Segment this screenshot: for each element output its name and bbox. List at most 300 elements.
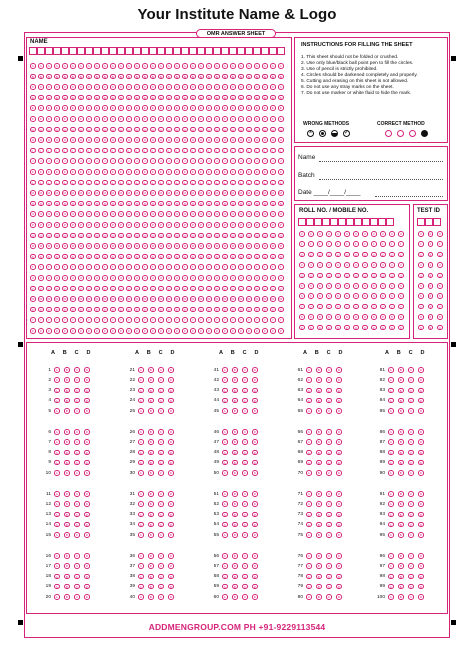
bubble[interactable]: B xyxy=(65,430,68,434)
bubble[interactable]: 1 xyxy=(438,242,441,247)
bubble[interactable]: F xyxy=(199,117,202,121)
bubble[interactable]: Q xyxy=(151,233,154,238)
bubble[interactable]: O xyxy=(191,212,194,217)
bubble[interactable]: X xyxy=(175,307,178,312)
bubble[interactable]: 3 xyxy=(372,263,375,268)
bubble[interactable]: 1 xyxy=(300,242,303,247)
bubble[interactable]: M xyxy=(135,191,139,196)
bubble[interactable]: Q xyxy=(191,233,194,238)
bubble[interactable]: B xyxy=(207,74,210,79)
bubble[interactable]: Y xyxy=(87,318,90,323)
bubble[interactable]: N xyxy=(63,201,66,206)
bubble[interactable]: G xyxy=(151,127,154,132)
bubble[interactable]: C xyxy=(327,512,330,517)
bubble[interactable]: A xyxy=(139,398,142,403)
bubble[interactable]: C xyxy=(327,398,330,403)
bubble[interactable]: C xyxy=(239,85,242,90)
bubble[interactable]: F xyxy=(215,117,218,121)
bubble[interactable]: C xyxy=(75,460,78,465)
bubble[interactable]: D xyxy=(85,574,88,579)
bubble[interactable]: D xyxy=(169,409,172,414)
bubble[interactable]: K xyxy=(199,170,202,174)
bubble[interactable]: C xyxy=(409,502,412,507)
bubble[interactable]: 8 xyxy=(309,315,312,320)
bubble[interactable]: T xyxy=(87,265,90,270)
bubble[interactable]: W xyxy=(143,297,147,302)
bubble[interactable]: A xyxy=(39,64,42,68)
bubble[interactable]: D xyxy=(419,368,422,372)
bubble[interactable]: W xyxy=(103,297,107,302)
bubble[interactable]: Q xyxy=(247,233,250,238)
bubble[interactable]: P xyxy=(47,223,50,227)
bubble[interactable]: D xyxy=(85,430,88,434)
bubble[interactable]: A xyxy=(247,64,250,68)
entry-box[interactable] xyxy=(237,47,245,55)
bubble[interactable]: G xyxy=(143,127,146,132)
bubble[interactable]: N xyxy=(159,201,162,206)
bubble[interactable]: V xyxy=(95,286,98,291)
bubble[interactable]: U xyxy=(271,276,274,280)
bubble[interactable]: 0 xyxy=(309,232,312,236)
bubble[interactable]: D xyxy=(85,378,88,383)
bubble[interactable]: C xyxy=(159,502,162,507)
bubble[interactable]: B xyxy=(317,554,320,558)
bubble[interactable]: M xyxy=(31,191,35,196)
bubble[interactable]: J xyxy=(278,158,284,164)
bubble[interactable]: Z xyxy=(263,329,266,333)
batch-field[interactable] xyxy=(319,179,443,180)
bubble[interactable]: L xyxy=(103,180,106,185)
bubble[interactable]: T xyxy=(167,265,170,270)
entry-box[interactable] xyxy=(386,218,394,226)
bubble[interactable]: N xyxy=(87,201,90,206)
bubble[interactable]: B xyxy=(399,533,402,538)
bubble[interactable]: P xyxy=(135,223,138,227)
bubble[interactable]: J xyxy=(94,158,100,164)
bubble[interactable]: Q xyxy=(143,233,146,238)
entry-box[interactable] xyxy=(253,47,261,55)
bubble[interactable]: W xyxy=(231,297,235,302)
bubble[interactable]: T xyxy=(255,265,258,270)
bubble[interactable]: B xyxy=(149,512,152,517)
bubble[interactable]: C xyxy=(159,595,162,600)
bubble[interactable]: M xyxy=(183,191,187,196)
bubble[interactable]: I xyxy=(254,148,260,154)
bubble[interactable]: T xyxy=(215,265,218,270)
bubble[interactable]: R xyxy=(239,244,242,249)
bubble[interactable]: U xyxy=(247,276,250,280)
bubble[interactable]: U xyxy=(39,276,42,280)
bubble[interactable]: A xyxy=(223,533,226,538)
bubble[interactable]: C xyxy=(243,440,246,445)
bubble[interactable]: A xyxy=(139,378,142,383)
bubble[interactable]: U xyxy=(111,276,114,280)
bubble[interactable]: C xyxy=(271,85,274,90)
bubble[interactable]: W xyxy=(63,297,67,302)
bubble[interactable]: M xyxy=(199,191,203,196)
bubble[interactable]: O xyxy=(39,212,42,217)
bubble[interactable]: C xyxy=(75,440,78,445)
bubble[interactable]: D xyxy=(253,574,256,579)
bubble[interactable]: 6 xyxy=(390,294,393,299)
bubble[interactable]: 4 xyxy=(300,273,303,278)
entry-box[interactable] xyxy=(433,218,441,226)
bubble[interactable]: A xyxy=(139,409,142,414)
bubble[interactable]: C xyxy=(409,398,412,403)
bubble[interactable]: D xyxy=(169,584,172,589)
bubble[interactable]: K xyxy=(127,170,130,174)
bubble[interactable]: E xyxy=(71,106,74,111)
bubble[interactable]: M xyxy=(279,191,283,196)
bubble[interactable]: D xyxy=(419,502,422,507)
bubble[interactable]: L xyxy=(199,180,202,185)
bubble[interactable]: A xyxy=(307,492,310,496)
bubble[interactable]: J xyxy=(142,158,148,164)
bubble[interactable]: E xyxy=(263,106,266,111)
bubble[interactable]: V xyxy=(199,286,202,291)
bubble[interactable]: 1 xyxy=(381,242,384,247)
name-entry-boxes[interactable] xyxy=(29,47,285,55)
bubble[interactable]: B xyxy=(63,74,66,79)
bubble[interactable]: D xyxy=(85,450,88,455)
bubble[interactable]: K xyxy=(103,170,106,174)
bubble[interactable]: A xyxy=(139,502,142,507)
bubble[interactable]: Q xyxy=(239,233,242,238)
bubble[interactable]: C xyxy=(159,409,162,414)
bubble[interactable]: 0 xyxy=(429,232,432,236)
bubble[interactable]: D xyxy=(419,471,422,476)
bubble[interactable]: 3 xyxy=(363,263,366,268)
bubble[interactable]: A xyxy=(223,564,226,569)
bubble[interactable]: N xyxy=(111,201,114,206)
bubble[interactable]: G xyxy=(31,127,34,132)
bubble[interactable]: 4 xyxy=(419,273,422,278)
bubble[interactable]: V xyxy=(119,286,122,291)
bubble[interactable]: X xyxy=(199,307,202,312)
bubble[interactable]: B xyxy=(149,440,152,445)
bubble[interactable]: C xyxy=(243,564,246,569)
bubble[interactable]: S xyxy=(271,254,274,259)
bubble[interactable]: L xyxy=(127,180,130,185)
bubble[interactable]: F xyxy=(31,117,34,121)
bubble[interactable]: S xyxy=(151,254,154,259)
bubble[interactable]: B xyxy=(149,533,152,538)
bubble[interactable]: E xyxy=(223,106,226,111)
bubble[interactable]: X xyxy=(271,307,274,312)
bubble[interactable]: Y xyxy=(63,318,66,323)
bubble[interactable]: J xyxy=(246,158,252,164)
bubble[interactable]: J xyxy=(166,158,172,164)
bubble[interactable]: 9 xyxy=(363,325,366,330)
bubble[interactable]: D xyxy=(85,522,88,527)
entry-box[interactable] xyxy=(173,47,181,55)
bubble[interactable]: A xyxy=(55,450,58,455)
bubble[interactable]: B xyxy=(95,74,98,79)
bubble[interactable]: J xyxy=(54,158,60,164)
bubble[interactable]: P xyxy=(103,223,106,227)
bubble[interactable]: 7 xyxy=(429,304,432,309)
bubble[interactable]: W xyxy=(111,297,115,302)
bubble[interactable]: T xyxy=(207,265,210,270)
bubble[interactable]: B xyxy=(317,564,320,569)
bubble[interactable]: O xyxy=(87,212,90,217)
bubble[interactable]: B xyxy=(233,554,236,558)
bubble[interactable]: C xyxy=(243,450,246,455)
bubble[interactable]: G xyxy=(199,127,202,132)
bubble[interactable]: 0 xyxy=(354,232,357,236)
bubble[interactable]: 8 xyxy=(354,315,357,320)
bubble[interactable]: L xyxy=(95,180,98,185)
bubble[interactable]: A xyxy=(127,64,130,68)
bubble[interactable]: M xyxy=(111,191,115,196)
bubble[interactable]: C xyxy=(75,574,78,579)
bubble[interactable]: H xyxy=(223,138,226,143)
bubble[interactable]: D xyxy=(169,450,172,455)
bubble[interactable]: R xyxy=(151,244,154,249)
entry-box[interactable] xyxy=(117,47,125,55)
bubble[interactable]: D xyxy=(253,502,256,507)
bubble[interactable]: K xyxy=(159,170,162,174)
bubble[interactable]: C xyxy=(327,378,330,383)
bubble[interactable]: A xyxy=(389,522,392,527)
bubble[interactable]: C xyxy=(75,584,78,589)
bubble[interactable]: A xyxy=(223,460,226,465)
bubble[interactable]: C xyxy=(103,85,106,90)
roll-entry-boxes[interactable] xyxy=(298,218,394,226)
bubble[interactable]: B xyxy=(233,398,236,403)
bubble[interactable]: A xyxy=(55,492,58,496)
bubble[interactable]: A xyxy=(389,440,392,445)
bubble[interactable]: O xyxy=(279,212,282,217)
bubble[interactable]: J xyxy=(190,158,196,164)
entry-box[interactable] xyxy=(322,218,330,226)
bubble[interactable]: A xyxy=(223,512,226,517)
bubble[interactable]: N xyxy=(215,201,218,206)
bubble[interactable]: A xyxy=(389,492,392,496)
bubble[interactable]: E xyxy=(119,106,122,111)
bubble[interactable]: N xyxy=(279,201,282,206)
bubble[interactable]: I xyxy=(86,148,92,154)
bubble[interactable]: O xyxy=(239,212,242,217)
bubble[interactable]: T xyxy=(103,265,106,270)
bubble[interactable]: 1 xyxy=(419,242,422,247)
bubble[interactable]: C xyxy=(151,85,154,90)
entry-box[interactable] xyxy=(221,47,229,55)
bubble[interactable]: A xyxy=(389,471,392,476)
bubble[interactable]: F xyxy=(263,117,266,121)
bubble[interactable]: I xyxy=(54,148,60,154)
bubble[interactable]: Q xyxy=(127,233,130,238)
bubble[interactable]: H xyxy=(239,138,242,143)
bubble[interactable]: H xyxy=(199,138,202,143)
bubble[interactable]: A xyxy=(389,450,392,455)
bubble[interactable]: 8 xyxy=(372,315,375,320)
bubble[interactable]: A xyxy=(55,554,58,558)
bubble[interactable]: V xyxy=(79,286,82,291)
bubble[interactable]: 7 xyxy=(354,304,357,309)
bubble[interactable]: D xyxy=(169,574,172,579)
bubble[interactable]: F xyxy=(55,117,58,121)
bubble[interactable]: 9 xyxy=(372,325,375,330)
bubble[interactable]: A xyxy=(95,64,98,68)
bubble[interactable]: D xyxy=(199,95,202,100)
bubble[interactable]: T xyxy=(71,265,74,270)
bubble[interactable]: N xyxy=(39,201,42,206)
bubble[interactable]: R xyxy=(87,244,90,249)
bubble[interactable]: C xyxy=(243,398,246,403)
bubble[interactable]: 9 xyxy=(318,325,321,330)
bubble[interactable]: D xyxy=(111,95,114,100)
bubble[interactable]: X xyxy=(71,307,74,312)
bubble[interactable]: W xyxy=(95,297,99,302)
entry-box[interactable] xyxy=(425,218,433,226)
bubble[interactable]: A xyxy=(79,64,82,68)
bubble[interactable]: B xyxy=(65,450,68,455)
bubble[interactable]: B xyxy=(65,460,68,465)
bubble[interactable]: M xyxy=(207,191,211,196)
bubble[interactable]: B xyxy=(399,574,402,579)
bubble[interactable]: A xyxy=(389,502,392,507)
bubble[interactable]: C xyxy=(75,492,78,496)
bubble[interactable]: A xyxy=(389,388,392,393)
bubble[interactable]: B xyxy=(233,378,236,383)
bubble[interactable]: B xyxy=(215,74,218,79)
bubble[interactable]: D xyxy=(79,95,82,100)
bubble[interactable]: B xyxy=(149,430,152,434)
bubble[interactable]: A xyxy=(139,450,142,455)
bubble[interactable]: E xyxy=(127,106,130,111)
bubble[interactable]: B xyxy=(143,74,146,79)
bubble[interactable]: X xyxy=(95,307,98,312)
bubble[interactable]: P xyxy=(207,223,210,227)
bubble[interactable]: I xyxy=(206,148,212,154)
bubble[interactable]: G xyxy=(175,127,178,132)
bubble[interactable]: 5 xyxy=(309,284,312,288)
bubble[interactable]: N xyxy=(183,201,186,206)
bubble[interactable]: D xyxy=(337,398,340,403)
bubble[interactable]: A xyxy=(139,584,142,589)
bubble[interactable]: B xyxy=(317,533,320,538)
bubble[interactable]: C xyxy=(243,533,246,538)
bubble[interactable]: D xyxy=(215,95,218,100)
bubble[interactable]: B xyxy=(317,522,320,527)
bubble[interactable]: E xyxy=(255,106,258,111)
bubble[interactable]: B xyxy=(317,368,320,372)
bubble[interactable]: Z xyxy=(39,329,42,333)
bubble[interactable]: R xyxy=(271,244,274,249)
bubble[interactable]: 0 xyxy=(381,232,384,236)
bubble[interactable]: C xyxy=(75,398,78,403)
bubble[interactable]: 3 xyxy=(429,263,432,268)
bubble[interactable]: D xyxy=(127,95,130,100)
bubble[interactable]: X xyxy=(215,307,218,312)
bubble[interactable]: 5 xyxy=(372,284,375,288)
bubble[interactable]: Z xyxy=(191,329,194,333)
bubble[interactable]: U xyxy=(183,276,186,280)
bubble[interactable]: D xyxy=(253,388,256,393)
bubble[interactable]: K xyxy=(223,170,226,174)
bubble[interactable]: O xyxy=(79,212,82,217)
bubble[interactable]: A xyxy=(389,595,392,600)
bubble[interactable]: K xyxy=(111,170,114,174)
bubble[interactable]: E xyxy=(159,106,162,111)
bubble[interactable]: D xyxy=(419,564,422,569)
bubble[interactable]: 9 xyxy=(429,325,432,330)
bubble[interactable]: H xyxy=(207,138,210,143)
bubble[interactable]: R xyxy=(215,244,218,249)
bubble[interactable]: F xyxy=(47,117,50,121)
bubble[interactable]: J xyxy=(30,158,36,164)
bubble[interactable]: C xyxy=(409,512,412,517)
bubble[interactable]: D xyxy=(47,95,50,100)
bubble[interactable]: P xyxy=(247,223,250,227)
bubble[interactable]: C xyxy=(75,595,78,600)
bubble[interactable]: N xyxy=(255,201,258,206)
bubble[interactable]: 6 xyxy=(399,294,402,299)
bubble[interactable]: N xyxy=(167,201,170,206)
bubble[interactable]: W xyxy=(239,297,243,302)
bubble[interactable]: A xyxy=(151,64,154,68)
bubble[interactable]: 6 xyxy=(300,294,303,299)
bubble[interactable]: X xyxy=(279,307,282,312)
entry-box[interactable] xyxy=(133,47,141,55)
bubble[interactable]: T xyxy=(111,265,114,270)
bubble[interactable]: B xyxy=(233,564,236,569)
bubble[interactable]: C xyxy=(119,85,122,90)
bubble[interactable]: V xyxy=(191,286,194,291)
bubble[interactable]: C xyxy=(409,492,412,496)
bubble[interactable]: C xyxy=(327,440,330,445)
bubble[interactable]: W xyxy=(39,297,43,302)
bubble[interactable]: A xyxy=(135,64,138,68)
bubble[interactable]: O xyxy=(127,212,130,217)
bubble[interactable]: P xyxy=(31,223,34,227)
bubble[interactable]: A xyxy=(307,584,310,589)
bubble[interactable]: D xyxy=(169,471,172,476)
bubble[interactable]: 7 xyxy=(345,304,348,309)
bubble[interactable]: S xyxy=(263,254,266,259)
bubble[interactable]: L xyxy=(71,180,74,185)
bubble[interactable]: R xyxy=(255,244,258,249)
entry-box[interactable] xyxy=(109,47,117,55)
bubble[interactable]: X xyxy=(55,307,58,312)
bubble[interactable]: L xyxy=(87,180,90,185)
bubble[interactable]: U xyxy=(119,276,122,280)
bubble[interactable]: P xyxy=(79,223,82,227)
bubble[interactable]: B xyxy=(47,74,50,79)
bubble[interactable]: X xyxy=(103,307,106,312)
entry-box[interactable] xyxy=(189,47,197,55)
bubble[interactable]: U xyxy=(143,276,146,280)
bubble[interactable]: A xyxy=(389,409,392,414)
bubble[interactable]: T xyxy=(271,265,274,270)
bubble[interactable]: D xyxy=(337,564,340,569)
bubble[interactable]: V xyxy=(39,286,42,291)
bubble[interactable]: B xyxy=(149,595,152,600)
bubble[interactable]: D xyxy=(169,368,172,372)
bubble[interactable]: A xyxy=(111,64,114,68)
bubble[interactable]: C xyxy=(327,460,330,465)
bubble[interactable]: B xyxy=(317,430,320,434)
bubble[interactable]: Z xyxy=(159,329,162,333)
bubble[interactable]: X xyxy=(255,307,258,312)
bubble[interactable]: 0 xyxy=(399,232,402,236)
bubble[interactable]: N xyxy=(135,201,138,206)
bubble[interactable]: A xyxy=(307,522,310,527)
bubble[interactable]: D xyxy=(337,450,340,455)
bubble[interactable]: G xyxy=(279,127,282,132)
bubble[interactable]: X xyxy=(159,307,162,312)
